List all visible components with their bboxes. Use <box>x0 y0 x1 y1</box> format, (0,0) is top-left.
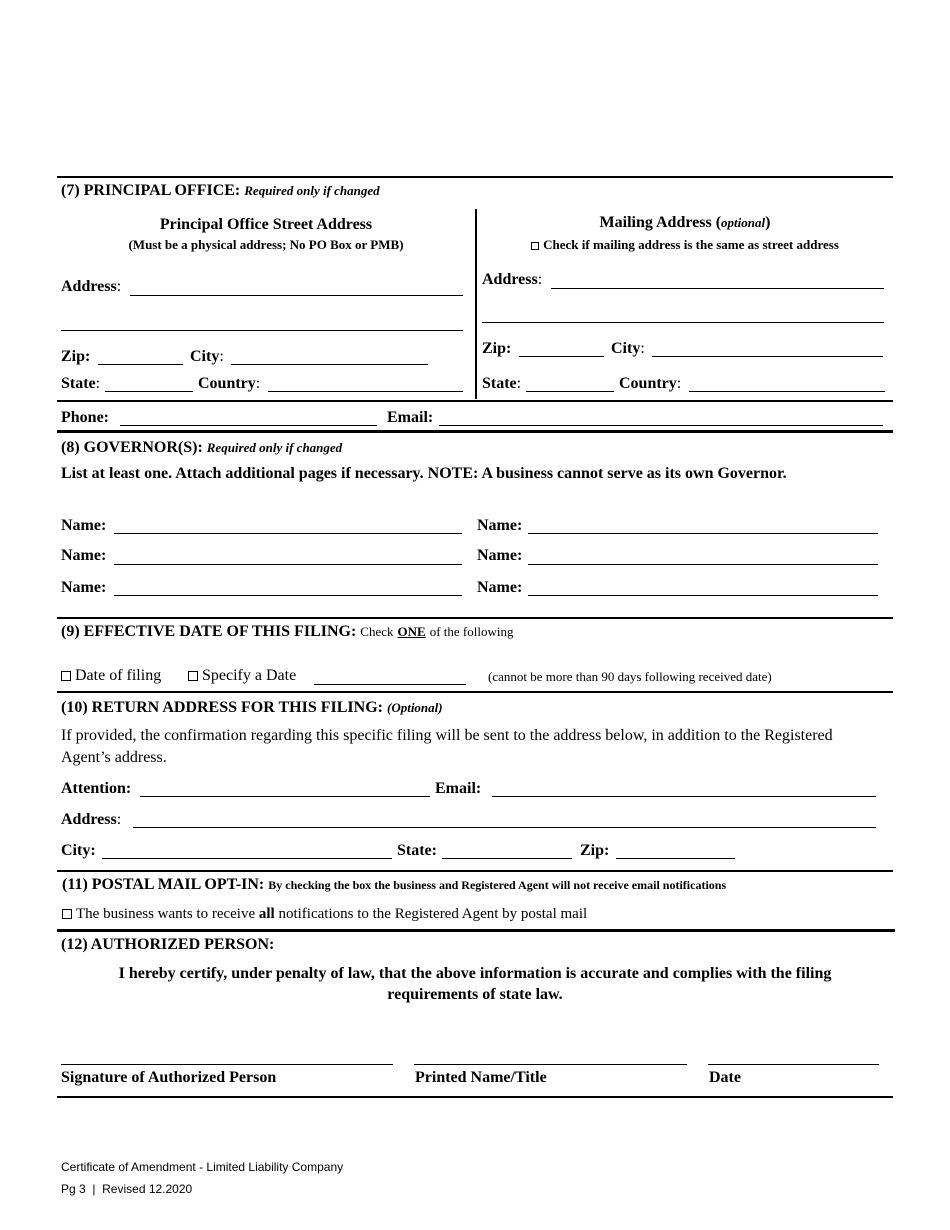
return-address-description-cont: Agent’s address. <box>61 749 167 766</box>
return-address-field[interactable] <box>133 827 876 828</box>
governor-name-label: Name: <box>61 517 107 534</box>
mailing-address-field[interactable] <box>551 288 884 289</box>
return-email-label: Email: <box>435 780 482 797</box>
mailing-same-check-label: Check if mailing address is the same as street address <box>543 237 839 252</box>
footer-document-title: Certificate of Amendment - Limited Liability Company <box>61 1160 344 1174</box>
street-zip-label: Zip: <box>61 348 91 365</box>
return-address-label: Address: <box>61 811 122 828</box>
date-field[interactable] <box>708 1064 879 1065</box>
section-9-heading: (9) EFFECTIVE DATE OF THIS FILING: Check ONE of the following <box>61 623 514 640</box>
section-8-note: Required only if changed <box>206 440 343 455</box>
printed-name-field[interactable] <box>414 1064 687 1065</box>
governor-name-label: Name: <box>477 517 523 534</box>
specify-date-checkbox[interactable] <box>188 671 198 681</box>
return-city-field[interactable] <box>102 858 392 859</box>
street-address-line2-field[interactable] <box>61 330 463 331</box>
governor-name-field-3[interactable] <box>114 564 462 565</box>
street-country-label: Country: <box>198 375 261 392</box>
postal-opt-in-checkbox[interactable] <box>62 909 72 919</box>
date-of-filing-checkbox[interactable] <box>61 671 71 681</box>
return-zip-label: Zip: <box>580 842 610 859</box>
governor-name-field-4[interactable] <box>528 564 878 565</box>
street-state-field[interactable] <box>105 391 193 392</box>
governor-name-field-6[interactable] <box>528 595 878 596</box>
date-label: Date <box>709 1069 741 1086</box>
certification-text: I hereby certify, under penalty of law, that the above information is accurate and complies with the filing <box>118 965 832 982</box>
certification-text-cont: requirements of state law. <box>387 986 563 1003</box>
governor-name-label: Name: <box>477 547 523 564</box>
specify-date-field[interactable] <box>314 684 466 685</box>
governor-name-label: Name: <box>61 579 107 596</box>
printed-name-label: Printed Name/Title <box>415 1069 547 1086</box>
mailing-country-field[interactable] <box>689 391 885 392</box>
street-city-label: City: <box>190 348 224 365</box>
section-9-top-rule <box>57 617 893 619</box>
section-8-heading <box>61 439 342 457</box>
mailing-city-label: City: <box>611 340 645 357</box>
section-11-heading <box>62 876 726 894</box>
section-8-top-rule <box>57 430 893 433</box>
governor-instruction: List at least one. Attach additional pages if necessary. NOTE: A business cannot serve as its own Governor. <box>61 465 787 482</box>
return-address-description: If provided, the confirmation regarding this specific filing will be sent to the address below, in addition to the Registered <box>61 727 833 744</box>
attention-field[interactable] <box>140 796 430 797</box>
section-10-top-rule <box>57 691 893 693</box>
mailing-state-label: State: <box>482 375 522 392</box>
postal-opt-in-row[interactable]: The business wants to receive all notifications to the Registered Agent by postal mail <box>62 906 587 923</box>
section-7-title: (7) PRINCIPAL OFFICE: <box>61 182 241 199</box>
phone-label: Phone: <box>61 409 109 426</box>
section-9-title: (9) EFFECTIVE DATE OF THIS FILING: <box>61 623 357 640</box>
section-8-title: (8) GOVERNOR(S): <box>61 439 203 456</box>
return-city-label: City: <box>61 842 96 859</box>
mailing-zip-field[interactable] <box>519 356 604 357</box>
date-limit-note: (cannot be more than 90 days following received date) <box>488 669 772 684</box>
section-7-heading <box>61 182 380 200</box>
section-12-bottom-rule <box>57 1096 893 1098</box>
section-11-note: By checking the box the business and Registered Agent will not receive email notifications <box>268 878 727 892</box>
mailing-country-label: Country: <box>619 375 682 392</box>
date-of-filing-option[interactable]: Date of filing <box>61 667 161 685</box>
section-11-top-rule <box>57 870 893 872</box>
mailing-address-line2-field[interactable] <box>482 322 884 323</box>
street-address-label: Address: <box>61 278 122 295</box>
footer-page-info: Pg 3 | Revised 12.2020 <box>61 1182 193 1196</box>
section-10-title: (10) RETURN ADDRESS FOR THIS FILING: <box>61 699 383 716</box>
street-zip-field[interactable] <box>98 364 183 365</box>
phone-field[interactable] <box>120 425 377 426</box>
street-city-field[interactable] <box>231 364 428 365</box>
governor-name-field-5[interactable] <box>114 595 462 596</box>
signature-field[interactable] <box>61 1064 393 1065</box>
section-12-title: (12) AUTHORIZED PERSON: <box>61 936 275 953</box>
specify-date-option[interactable]: Specify a Date <box>188 667 296 685</box>
signature-label: Signature of Authorized Person <box>61 1069 277 1086</box>
mailing-address-heading: Mailing Address (optional) <box>599 214 771 231</box>
return-zip-field[interactable] <box>616 858 735 859</box>
section-7-divider <box>475 209 477 399</box>
street-address-subheading: (Must be a physical address; No PO Box or PMB) <box>128 237 404 252</box>
mailing-zip-label: Zip: <box>482 340 512 357</box>
governor-name-field-1[interactable] <box>114 533 462 534</box>
mailing-same-checkbox[interactable] <box>531 242 539 250</box>
street-address-field[interactable] <box>130 295 463 296</box>
street-country-field[interactable] <box>268 391 463 392</box>
attention-label: Attention: <box>61 780 132 797</box>
section-11-title: (11) POSTAL MAIL OPT-IN: <box>62 876 265 893</box>
street-state-label: State: <box>61 375 101 392</box>
section-7-note: Required only if changed <box>244 183 380 198</box>
mailing-address-label: Address: <box>482 271 543 288</box>
mailing-same-check-row <box>480 237 890 253</box>
return-state-label: State: <box>397 842 437 859</box>
return-email-field[interactable] <box>492 796 876 797</box>
mailing-state-field[interactable] <box>526 391 614 392</box>
section-10-note: (Optional) <box>386 700 443 715</box>
section-12-top-rule <box>57 929 895 932</box>
governor-name-label: Name: <box>477 579 523 596</box>
return-state-field[interactable] <box>442 858 572 859</box>
office-email-label: Email: <box>387 409 434 426</box>
office-email-field[interactable] <box>439 425 883 426</box>
governor-name-label: Name: <box>61 547 107 564</box>
street-address-heading: Principal Office Street Address <box>159 216 373 233</box>
mailing-city-field[interactable] <box>652 356 883 357</box>
governor-name-field-2[interactable] <box>528 533 878 534</box>
section-7-top-rule <box>57 176 893 178</box>
section-10-heading <box>61 699 443 717</box>
phone-top-rule <box>57 400 893 402</box>
